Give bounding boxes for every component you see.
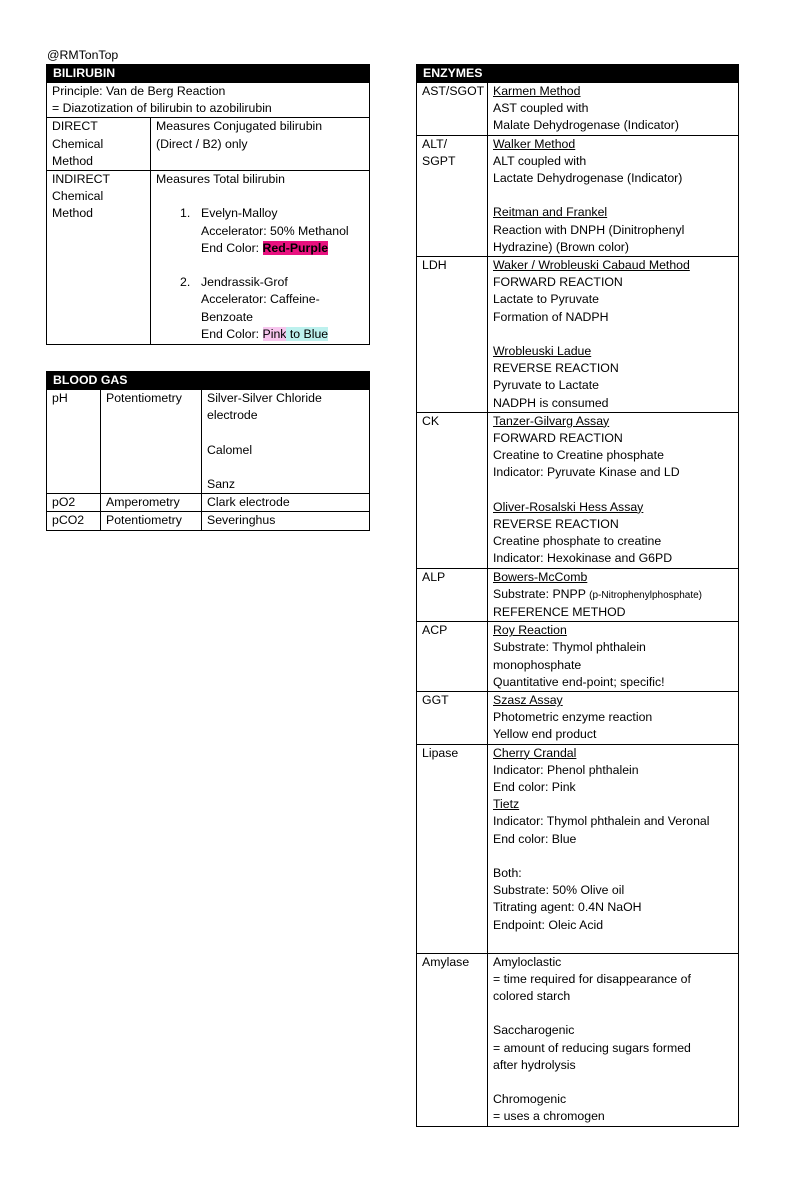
spacer bbox=[493, 326, 733, 343]
enzyme-row bbox=[417, 135, 739, 256]
enzymes-title: ENZYMES bbox=[417, 65, 739, 83]
method-accelerator-cont: Benzoate bbox=[201, 309, 253, 324]
principle-detail: = Diazotization of bilirubin to azobilirubin bbox=[52, 101, 272, 116]
substrate-line bbox=[493, 586, 733, 604]
enzyme-row bbox=[417, 622, 739, 692]
desc-line: Measures Conjugated bilirubin bbox=[156, 119, 323, 134]
bilirubin-table bbox=[46, 64, 370, 345]
method-detail: Malate Dehydrogenase (Indicator) bbox=[493, 118, 679, 133]
method-end-color bbox=[201, 326, 364, 343]
list-number: 2. bbox=[180, 275, 191, 290]
spacer bbox=[156, 257, 364, 274]
enzyme-methods-ldh bbox=[488, 257, 739, 413]
method-name: Roy Reaction bbox=[493, 623, 567, 638]
blood-gas-row bbox=[47, 494, 370, 512]
enzyme-name-amylase: Amylase bbox=[417, 953, 488, 1126]
spacer bbox=[493, 1005, 733, 1022]
method-detail: Titrating agent: 0.4N NaOH bbox=[493, 900, 642, 915]
spacer bbox=[207, 424, 364, 441]
method-detail: Chromogenic bbox=[493, 1092, 567, 1107]
label-line: Method bbox=[52, 153, 94, 168]
method-detail: Indicator: Pyruvate Kinase and LD bbox=[493, 465, 680, 480]
method-detail: Lactate to Pyruvate bbox=[493, 292, 599, 307]
method-name: Tietz bbox=[493, 797, 520, 812]
electrode-line: Calomel bbox=[207, 442, 253, 457]
method-name: Bowers-McComb bbox=[493, 569, 588, 584]
electrode-line: Sanz bbox=[207, 476, 236, 491]
blood-gas-row bbox=[47, 390, 370, 494]
label-line: Method bbox=[52, 206, 94, 221]
method-detail: Indicator: Hexokinase and G6PD bbox=[493, 551, 673, 566]
method-detail: FORWARD REACTION bbox=[493, 431, 623, 446]
method-name: Evelyn-Malloy bbox=[201, 206, 278, 221]
method-name: Tanzer-Gilvarg Assay bbox=[493, 413, 610, 428]
blood-gas-method: Potentiometry bbox=[101, 512, 202, 530]
indirect-method-label bbox=[47, 171, 151, 345]
method-name: Jendrassik-Grof bbox=[201, 275, 288, 290]
label-line: Chemical bbox=[52, 136, 104, 151]
method-detail: Amyloclastic bbox=[493, 954, 562, 969]
enzyme-name-ck: CK bbox=[417, 412, 488, 568]
label-line: DIRECT bbox=[52, 119, 98, 134]
blood-gas-method: Potentiometry bbox=[101, 390, 202, 494]
enzymes-table bbox=[416, 64, 739, 1127]
enzyme-row bbox=[417, 412, 739, 568]
substrate-detail: (p-Nitrophenylphosphate) bbox=[589, 589, 702, 601]
method-name: Walker Method bbox=[493, 136, 576, 151]
spacer bbox=[207, 459, 364, 476]
method-end-color bbox=[201, 240, 364, 257]
enzyme-methods-ck bbox=[488, 412, 739, 568]
method-detail: End color: Pink bbox=[493, 780, 576, 795]
bilirubin-title: BILIRUBIN bbox=[47, 65, 370, 83]
desc-line: Measures Total bilirubin bbox=[156, 172, 285, 187]
enzyme-name-acp: ACP bbox=[417, 622, 488, 692]
indirect-method-desc bbox=[151, 171, 370, 345]
enzyme-methods-acp bbox=[488, 622, 739, 692]
author-handle: @RMTonTop bbox=[47, 48, 119, 62]
enzyme-name-ggt: GGT bbox=[417, 692, 488, 745]
blood-gas-electrode bbox=[202, 494, 370, 512]
method-detail: Hydrazine) (Brown color) bbox=[493, 239, 629, 254]
enzyme-methods-ast-sgot bbox=[488, 83, 739, 136]
enzyme-row bbox=[417, 692, 739, 745]
method-accelerator: Accelerator: 50% Methanol bbox=[201, 223, 349, 238]
method-name: Karmen Method bbox=[493, 84, 581, 98]
blood-gas-table bbox=[46, 371, 370, 531]
electrode-line: Severinghus bbox=[207, 513, 276, 528]
blood-gas-param: pCO2 bbox=[47, 512, 101, 530]
list-number: 1. bbox=[180, 206, 191, 221]
spacer bbox=[493, 482, 733, 499]
end-color-red-purple: Red-Purple bbox=[262, 240, 329, 255]
method-accelerator: Accelerator: Caffeine- bbox=[201, 292, 320, 307]
enzyme-methods-ggt bbox=[488, 692, 739, 745]
end-color-label: End Color: bbox=[201, 240, 263, 255]
method-detail: = amount of reducing sugars formed bbox=[493, 1040, 691, 1055]
enzyme-row bbox=[417, 568, 739, 622]
enzyme-name-ast-sgot: AST/SGOT bbox=[417, 83, 488, 136]
method-detail: REVERSE REACTION bbox=[493, 517, 619, 532]
method-detail: Indicator: Phenol phthalein bbox=[493, 762, 639, 777]
enzyme-methods-lipase bbox=[488, 744, 739, 953]
method-detail: Quantitative end-point; specific! bbox=[493, 674, 665, 689]
end-color-pink: Pink bbox=[262, 326, 287, 341]
method-detail: = time required for disappearance of bbox=[493, 971, 691, 986]
method-detail: after hydrolysis bbox=[493, 1057, 576, 1072]
enzyme-methods-amylase bbox=[488, 953, 739, 1126]
principle-text: Principle: Van de Berg Reaction bbox=[52, 84, 226, 98]
method-detail: Both: bbox=[493, 866, 522, 881]
method-detail: = uses a chromogen bbox=[493, 1109, 605, 1124]
enzyme-name-ldh: LDH bbox=[417, 257, 488, 413]
method-name: Oliver-Rosalski Hess Assay bbox=[493, 499, 644, 514]
method-detail: Saccharogenic bbox=[493, 1023, 575, 1038]
method-detail: Lactate Dehydrogenase (Indicator) bbox=[493, 171, 683, 186]
method-detail: ALT coupled with bbox=[493, 153, 587, 168]
method-name: Wrobleuski Ladue bbox=[493, 344, 592, 359]
substrate-label: Substrate: PNPP bbox=[493, 586, 590, 601]
method-detail: Creatine phosphate to creatine bbox=[493, 534, 662, 549]
end-color-label: End Color: bbox=[201, 326, 263, 341]
method-name: Cherry Crandal bbox=[493, 745, 577, 760]
method-name: Waker / Wrobleuski Cabaud Method bbox=[493, 258, 690, 273]
enzyme-name-alp: ALP bbox=[417, 568, 488, 622]
enzyme-name-lipase: Lipase bbox=[417, 744, 488, 953]
bilirubin-principle bbox=[47, 83, 370, 118]
direct-method-desc bbox=[151, 118, 370, 171]
blood-gas-param: pH bbox=[47, 390, 101, 494]
electrode-line: Silver-Silver Chloride bbox=[207, 391, 322, 405]
direct-method-label bbox=[47, 118, 151, 171]
method-name: Reitman and Frankel bbox=[493, 205, 608, 220]
method-detail: Pyruvate to Lactate bbox=[493, 378, 599, 393]
desc-line: (Direct / B2) only bbox=[156, 136, 248, 151]
method-detail: colored starch bbox=[493, 989, 571, 1004]
blood-gas-electrode bbox=[202, 512, 370, 530]
enzyme-methods-alp bbox=[488, 568, 739, 622]
method-detail: AST coupled with bbox=[493, 101, 589, 116]
method-name: Szasz Assay bbox=[493, 693, 563, 708]
method-detail: Substrate: Thymol phthalein bbox=[493, 640, 646, 655]
method-evelyn-malloy bbox=[156, 205, 364, 257]
enzyme-row bbox=[417, 257, 739, 413]
method-detail: Photometric enzyme reaction bbox=[493, 710, 653, 725]
method-detail: Yellow end product bbox=[493, 727, 597, 742]
method-detail: monophosphate bbox=[493, 657, 582, 672]
electrode-line: electrode bbox=[207, 408, 258, 423]
method-jendrassik-grof bbox=[156, 274, 364, 343]
spacer bbox=[493, 1074, 733, 1091]
electrode-line: Clark electrode bbox=[207, 495, 290, 510]
method-detail: Substrate: 50% Olive oil bbox=[493, 883, 625, 898]
end-color-blue: to Blue bbox=[286, 326, 329, 341]
method-detail: NADPH is consumed bbox=[493, 395, 609, 410]
method-detail: Creatine to Creatine phosphate bbox=[493, 448, 664, 463]
method-detail: Indicator: Thymol phthalein and Veronal bbox=[493, 814, 710, 829]
method-detail: REVERSE REACTION bbox=[493, 361, 619, 376]
label-line: Chemical bbox=[52, 189, 104, 204]
method-detail: Endpoint: Oleic Acid bbox=[493, 917, 604, 932]
enzyme-name-alt-sgpt: ALT/ SGPT bbox=[417, 135, 488, 256]
method-detail: REFERENCE METHOD bbox=[493, 605, 626, 620]
method-detail: FORWARD REACTION bbox=[493, 275, 623, 290]
method-detail: Reaction with DNPH (Dinitrophenyl bbox=[493, 222, 685, 237]
spacer bbox=[493, 187, 733, 204]
enzyme-methods-alt-sgpt bbox=[488, 135, 739, 256]
spacer bbox=[156, 188, 364, 205]
label-line: INDIRECT bbox=[52, 172, 111, 187]
enzyme-row bbox=[417, 83, 739, 136]
enzyme-row bbox=[417, 744, 739, 953]
blood-gas-row bbox=[47, 512, 370, 530]
blood-gas-electrode bbox=[202, 390, 370, 494]
method-detail: Formation of NADPH bbox=[493, 309, 609, 324]
blood-gas-method: Amperometry bbox=[101, 494, 202, 512]
blood-gas-param: pO2 bbox=[47, 494, 101, 512]
blood-gas-title: BLOOD GAS bbox=[47, 372, 370, 390]
method-detail: End color: Blue bbox=[493, 831, 577, 846]
enzyme-row bbox=[417, 953, 739, 1126]
spacer bbox=[493, 848, 733, 865]
